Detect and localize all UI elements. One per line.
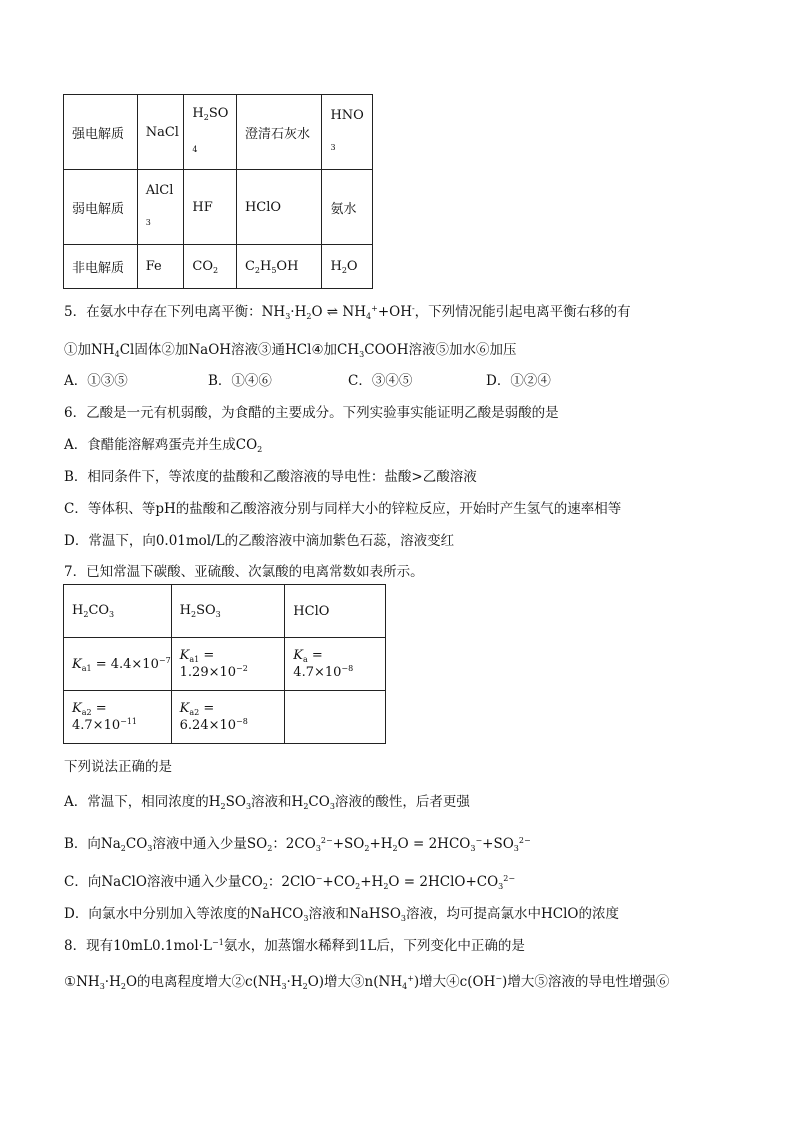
q8-stem: 8．现有$10mL0.1mol\cdot L^{-1}$氨水，加蒸馏水稀释到1L后，下列变化中正确的是	[64, 938, 525, 954]
table1-cell: 非电解质	[64, 245, 138, 289]
table1-cell: HNO $_3$	[322, 95, 373, 170]
q6-option-a[interactable]: A．食醋能溶解鸡蛋壳并生成$CO_2$	[64, 437, 263, 454]
table1-cell: $H_2SO$ $_4$	[184, 95, 237, 170]
q8-items: $①NH_3\cdot H_2O$的电离程度增大$②c(NH_3\cdot H_2O)$增大$③n(NH_4^+)$增大④c(OH−)增大⑤溶液的导电性增强⑥	[64, 974, 670, 991]
table1-cell: Fe	[137, 245, 184, 289]
q6-option-d[interactable]: D．常温下，向0.01mol/L的乙酸溶液中滴加紫色石蕊，溶液变红	[64, 533, 455, 549]
table1-cell: $CO_2$	[184, 245, 237, 289]
table2-cell: $K_{a2} = 4.7\times 10^{-11}$	[64, 691, 172, 744]
q7-option-d[interactable]: D．向氯水中分别加入等浓度的NaHCO$_3$溶液和NaHSO$_3$溶液，均可提高氯水中HClO的浓度	[64, 906, 619, 923]
table1-cell: 强电解质	[64, 95, 138, 170]
table1-cell: AlCl $_3$	[137, 170, 184, 245]
q7-option-a[interactable]: A．常温下，相同浓度的$H_2SO_3$溶液和$H_2CO_3$溶液的酸性，后者更强	[64, 794, 470, 811]
table1-cell: HF	[184, 170, 237, 245]
table1-cell: $H_2O$	[322, 245, 373, 289]
electrolyte-table	[63, 94, 373, 289]
table2-cell: $K_{a1} = 4.4\times 10^{-7}$	[64, 638, 172, 691]
table1-cell: $C_2H_5OH$	[236, 245, 322, 289]
table2-header: $H_2CO_3$	[64, 585, 172, 638]
q7-lead: 下列说法正确的是	[64, 759, 172, 775]
q7-option-c[interactable]: C．向NaClO溶液中通入少量$CO_2$：$2ClO^-+CO_2+H_2O$ = $2HClO+CO_3^{2-}$	[64, 874, 516, 891]
q5-conditions: ①加$NH_4Cl$固体②加NaOH溶液③通HCl④加$CH_3COOH$溶液⑤加水⑥加压	[64, 342, 517, 359]
table1-cell: 弱电解质	[64, 170, 138, 245]
table1-cell: 氨水	[322, 170, 373, 245]
q7-stem: 7．已知常温下碳酸、亚硫酸、次氯酸的电离常数如表所示。	[64, 564, 424, 580]
table2-cell	[285, 691, 386, 744]
q5-stem: 5．在氨水中存在下列电离平衡：$NH_3\cdot H_2O$ ⇌ $NH_4^++OH^-$，下列情况能引起电离平衡右移的有	[64, 304, 631, 321]
table2-cell: $K_a = 4.7\times 10^{-8}$	[285, 638, 386, 691]
table2-header: $H_2SO_3$	[171, 585, 285, 638]
ionization-constant-table	[63, 584, 386, 744]
q5-option-d[interactable]: D．①②④	[486, 373, 551, 389]
q7-option-b[interactable]: B．向$Na_2CO_3$溶液中通入少量$SO_2$：$2CO_3^{2-}+SO_2+H_2O = 2HCO_3^-+SO_3^{2-}$	[64, 836, 531, 853]
table2-cell: $K_{a2} = 6.24\times 10^{-8}$	[171, 691, 285, 744]
q5-option-c[interactable]: C．③④⑤	[348, 373, 413, 389]
table1-cell: 澄清石灰水	[236, 95, 322, 170]
q5-option-b[interactable]: B．①④⑥	[208, 373, 272, 389]
q5-option-a[interactable]: A．①③⑤	[64, 373, 128, 389]
q6-option-b[interactable]: B．相同条件下，等浓度的盐酸和乙酸溶液的导电性：盐酸>乙酸溶液	[64, 469, 477, 485]
table2-header: HClO	[285, 585, 386, 638]
q6-stem: 6．乙酸是一元有机弱酸，为食醋的主要成分。下列实验事实能证明乙酸是弱酸的是	[64, 405, 559, 421]
table1-cell: HClO	[236, 170, 322, 245]
table1-cell: NaCl	[137, 95, 184, 170]
table2-cell: $K_{a1} = 1.29\times 10^{-2}$	[171, 638, 285, 691]
q6-option-c[interactable]: C．等体积、等pH的盐酸和乙酸溶液分别与同样大小的锌粒反应，开始时产生氢气的速率相等	[64, 501, 622, 517]
